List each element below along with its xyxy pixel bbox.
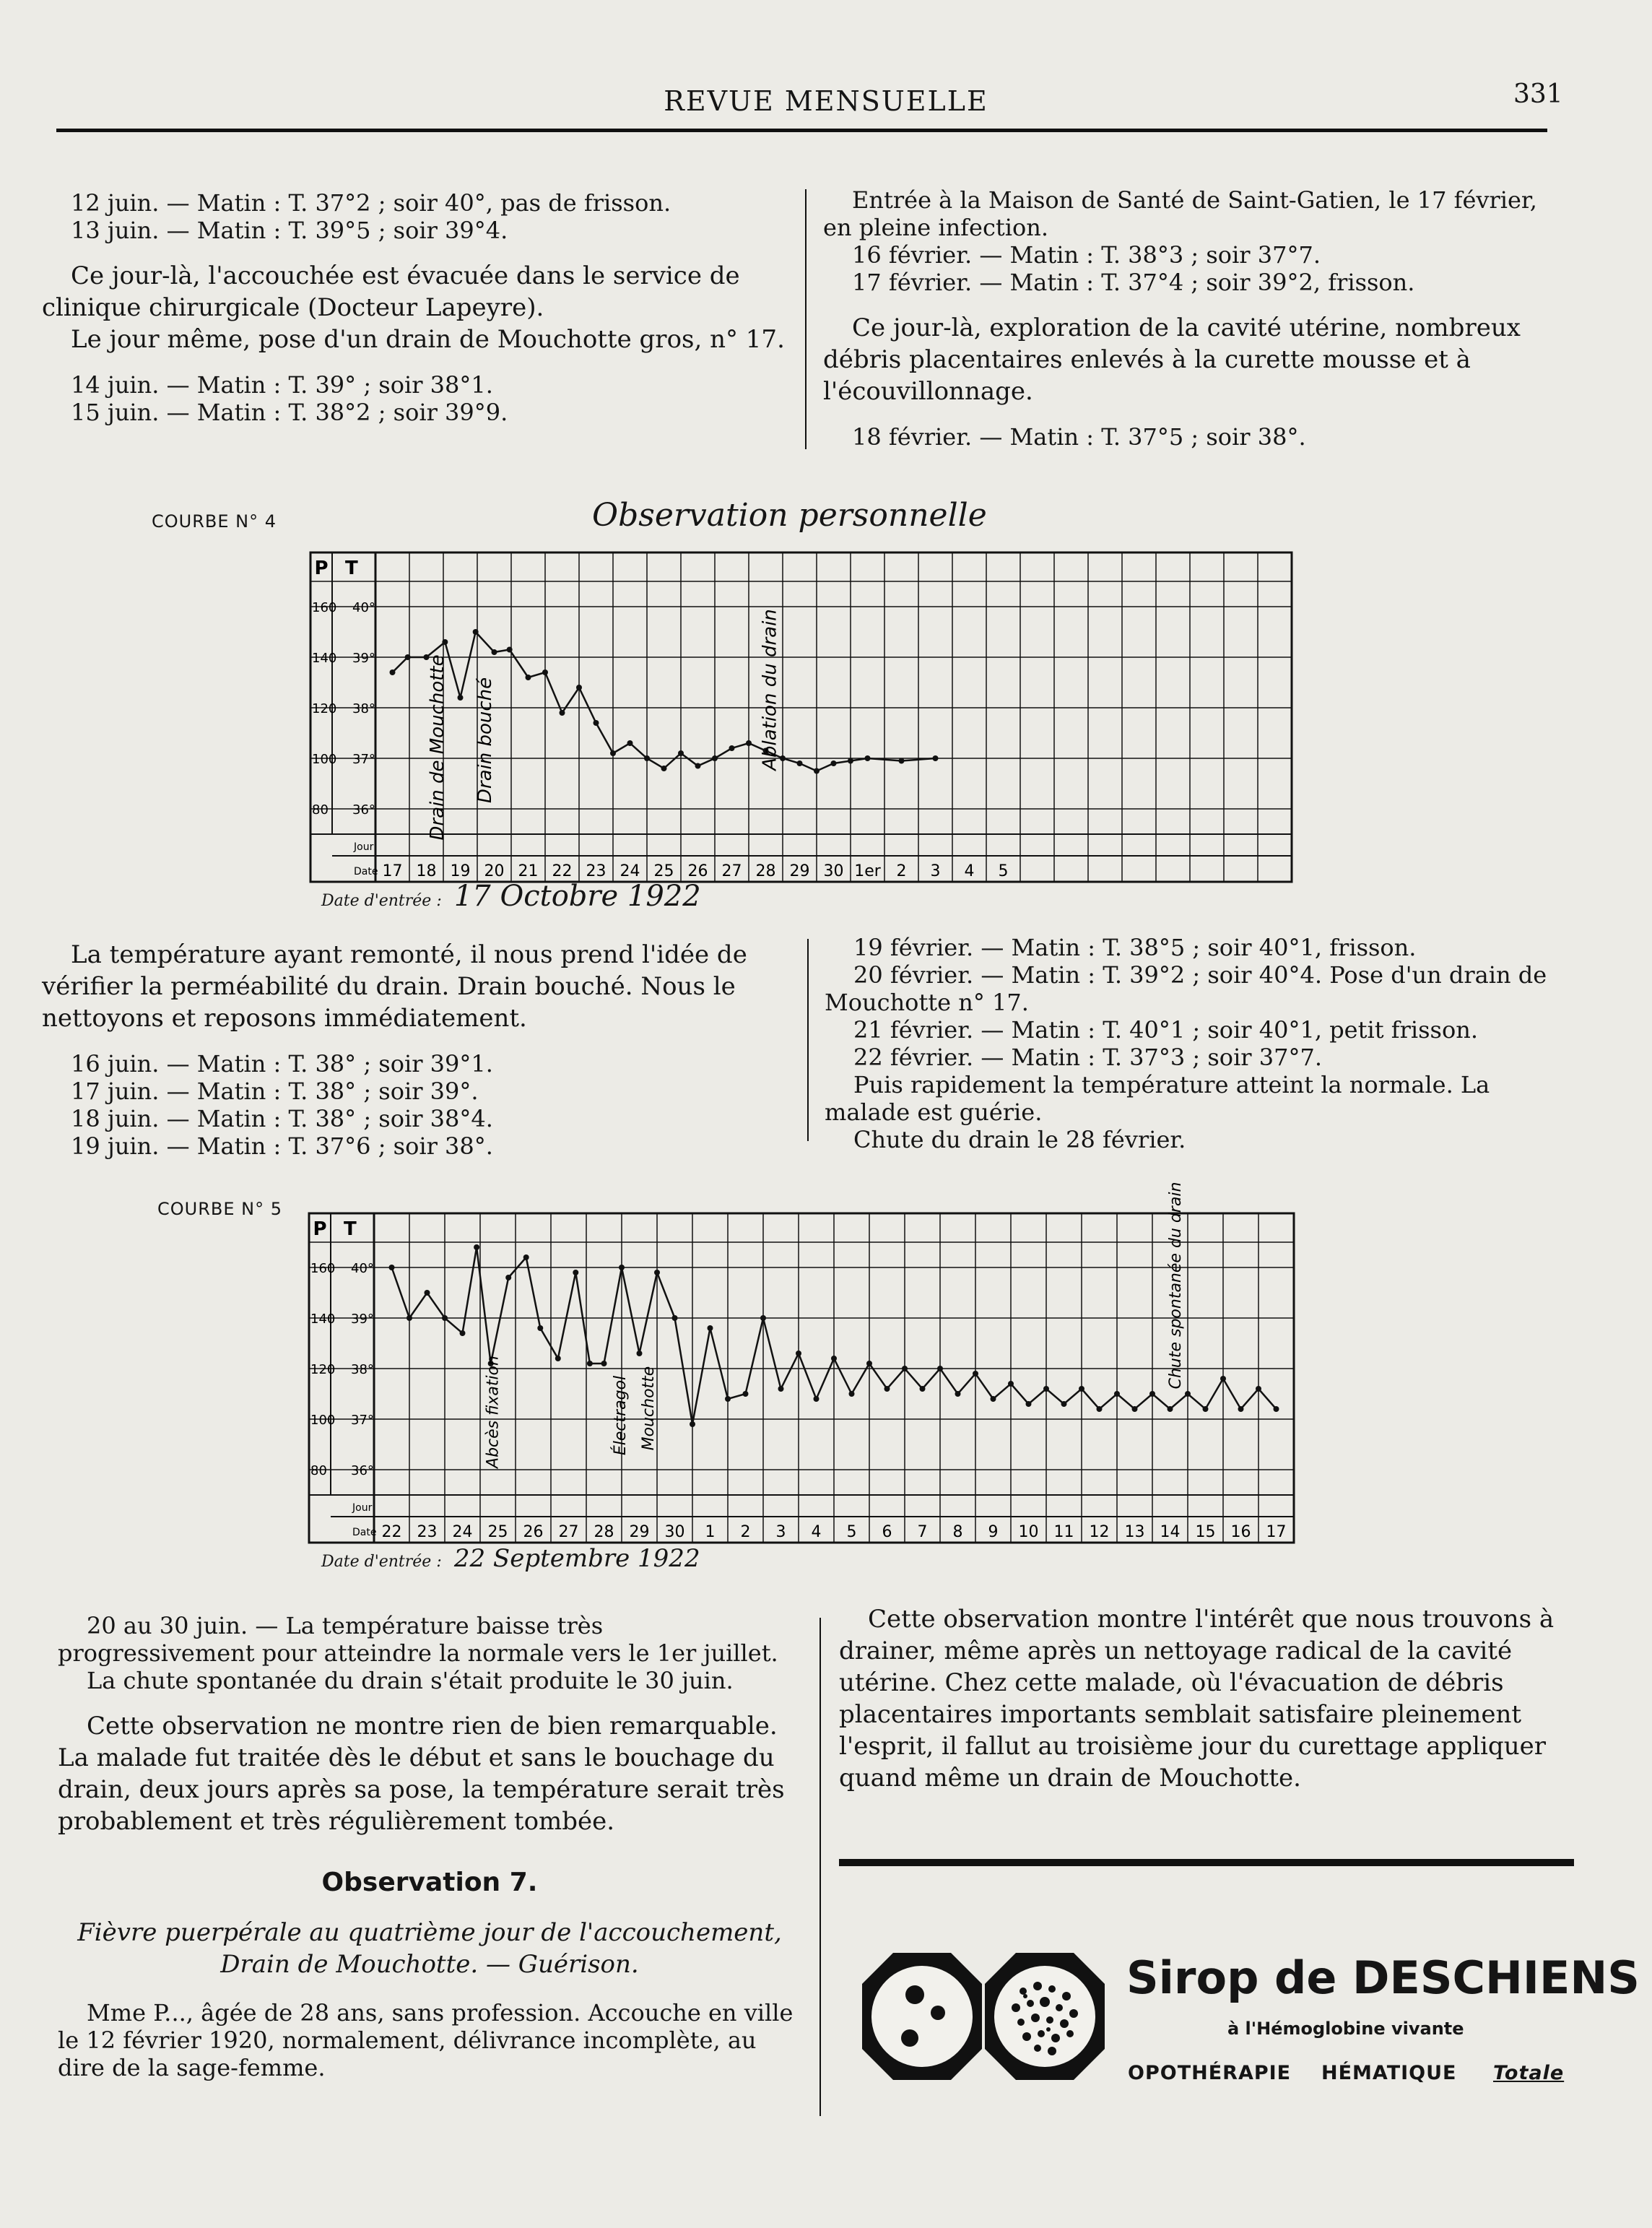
- pulse-tick-label: 140: [312, 651, 337, 666]
- temperature-point: [1274, 1406, 1279, 1412]
- temperature-point: [690, 1421, 695, 1427]
- jour-row-label: Jour: [354, 841, 374, 853]
- column-header-p: P: [314, 558, 329, 579]
- observation-text: Mme P..., âgée de 28 ans, sans profession. Accouche en ville le 12 février 1920, normalement, délivrance incomplète, au dire de la sage-femme.: [58, 1999, 794, 2081]
- chart1-entry-date: [321, 880, 701, 913]
- paragraph: 22 février. — Matin : T. 37°3 ; soir 37°7.: [853, 1044, 1323, 1071]
- ad-left-text: OPOTHÉRAPIE: [1128, 2062, 1292, 2084]
- chart-annotation: Ablation du drain: [759, 609, 781, 771]
- temperature-tick-label: 36°: [352, 802, 375, 818]
- chart-annotation: Mouchotte: [640, 1366, 658, 1451]
- temperature-point: [654, 1270, 660, 1275]
- date-tick-label: 12: [1089, 1523, 1110, 1541]
- paragraph: 13 juin. — Matin : T. 39°5 ; soir 39°4.: [71, 217, 508, 244]
- entry-date-value: 22 Septembre 1922: [453, 1544, 700, 1573]
- temperature-point: [627, 740, 633, 746]
- paragraph: Cette observation ne montre rien de bien remarquable. La malade fut traitée dès le début et sans le bouchage du drain, deux jours après sa pose, la température serait très probablement et très régulièrement tombée.: [58, 1712, 785, 1836]
- temperature-point: [1097, 1406, 1103, 1412]
- date-tick-label: 22: [381, 1523, 402, 1541]
- temperature-point: [523, 1254, 529, 1260]
- temperature-point: [743, 1391, 749, 1397]
- date-tick-label: 3: [775, 1523, 786, 1541]
- temperature-point: [725, 1396, 731, 1402]
- temperature-point: [560, 710, 565, 716]
- date-tick-label: 30: [823, 862, 844, 880]
- temperature-point: [1079, 1386, 1084, 1392]
- column-divider: [805, 189, 807, 449]
- observation-subtitle: Fièvre puerpérale au quatrième jour de l'accouchement, Drain de Mouchotte. — Guérison.: [77, 1918, 782, 1979]
- header-rule: [56, 129, 1547, 132]
- paragraph: Puis rapidement la température atteint la normale. La malade est guérie.: [825, 1071, 1490, 1126]
- paragraph: 21 février. — Matin : T. 40°1 ; soir 40°1, petit frisson.: [853, 1016, 1478, 1044]
- temperature-point: [1008, 1381, 1014, 1387]
- temperature-point: [526, 675, 531, 680]
- column-divider: [807, 939, 809, 1141]
- paragraph: 18 juin. — Matin : T. 38° ; soir 38°4.: [71, 1105, 493, 1132]
- temperature-point: [442, 1315, 448, 1321]
- ad-mid-text: HÉMATIQUE: [1321, 2062, 1457, 2084]
- date-tick-label: 28: [755, 862, 776, 880]
- temperature-point: [831, 1356, 837, 1361]
- temperature-point: [849, 1391, 855, 1397]
- paragraph: 19 février. — Matin : T. 38°5 ; soir 40°1, frisson.: [853, 934, 1417, 961]
- date-tick-label: 19: [450, 862, 471, 880]
- temperature-point: [425, 1290, 430, 1296]
- date-tick-label: 24: [452, 1523, 473, 1541]
- date-tick-label: 28: [594, 1523, 614, 1541]
- paragraph: Le jour même, pose d'un drain de Mouchotte gros, n° 17.: [71, 325, 785, 354]
- date-tick-label: 8: [952, 1523, 963, 1541]
- date-tick-label: 7: [917, 1523, 928, 1541]
- pulse-tick-label: 80: [310, 1463, 327, 1478]
- temperature-point: [594, 720, 599, 726]
- temperature-point: [1132, 1406, 1138, 1412]
- pulse-tick-label: 120: [310, 1362, 336, 1377]
- date-tick-label: 20: [484, 862, 505, 880]
- temperature-point: [899, 758, 905, 764]
- date-tick-label: 29: [629, 1523, 650, 1541]
- paragraph: 14 juin. — Matin : T. 39° ; soir 38°1.: [71, 371, 493, 399]
- temperature-tick-label: 38°: [351, 1362, 374, 1377]
- paragraph: 20 février. — Matin : T. 39°2 ; soir 40°4. Pose d'un drain de Mouchotte n° 17.: [825, 961, 1547, 1016]
- date-tick-label: 11: [1053, 1523, 1074, 1541]
- date-tick-label: 2: [896, 862, 907, 880]
- temperature-point: [576, 685, 582, 690]
- date-tick-label: 1: [705, 1523, 716, 1541]
- temperature-point: [712, 755, 718, 761]
- date-tick-label: 29: [789, 862, 810, 880]
- date-tick-label: 24: [620, 862, 640, 880]
- date-tick-label: 30: [664, 1523, 685, 1541]
- paragraph: Cette observation montre l'intérêt que nous trouvons à drainer, même après un nettoyage radical de la cavité utérine. Chez cette malade, où l'évacuation de débris placentaires importants semblait satisfaire pleinement l'esprit, il fallut au troisième jour du curettage appliquer quand même un drain de Mouchotte.: [839, 1605, 1555, 1793]
- temperature-point: [1220, 1376, 1226, 1382]
- date-tick-label: 14: [1160, 1523, 1181, 1541]
- date-tick-label: 25: [487, 1523, 508, 1541]
- temperature-point: [814, 1396, 820, 1402]
- chart-frame: [309, 1213, 1294, 1543]
- date-tick-label: 17: [382, 862, 403, 880]
- paragraph: La chute spontanée du drain s'était produite le 30 juin.: [87, 1667, 734, 1694]
- chart-annotation: Chute spontanée du drain: [1167, 1182, 1186, 1390]
- date-tick-label: 23: [417, 1523, 438, 1541]
- paragraph: 16 février. — Matin : T. 38°3 ; soir 37°7.: [852, 241, 1321, 269]
- temperature-point: [760, 1315, 766, 1321]
- paragraph: 17 février. — Matin : T. 37°4 ; soir 39°2, frisson.: [852, 269, 1415, 296]
- temperature-point: [695, 763, 701, 769]
- temperature-point: [920, 1386, 926, 1392]
- paragraph: 19 juin. — Matin : T. 37°6 ; soir 38°.: [71, 1132, 493, 1160]
- temperature-point: [848, 758, 853, 764]
- temperature-tick-label: 39°: [351, 1312, 374, 1327]
- date-row-label: Date: [354, 866, 378, 877]
- observation-title: Observation 7.: [321, 1868, 538, 1897]
- paragraph: 20 au 30 juin. — La température baisse très progressivement pour atteindre la normale vers le 1er juillet.: [58, 1612, 778, 1667]
- date-tick-label: 21: [518, 862, 539, 880]
- bottom-right-column: [839, 1603, 1575, 1794]
- temperature-tick-label: 36°: [351, 1463, 374, 1478]
- paragraph: Ce jour-là, l'accouchée est évacuée dans le service de clinique chirurgicale (Docteur Lapeyre).: [42, 261, 740, 322]
- chart-annotation: Abcès fixation: [484, 1356, 503, 1468]
- paragraph: 16 juin. — Matin : T. 38° ; soir 39°1.: [71, 1050, 493, 1078]
- paragraph: 17 juin. — Matin : T. 38° ; soir 39°.: [71, 1078, 479, 1105]
- temperature-point: [542, 669, 548, 675]
- temperature-point: [1061, 1401, 1067, 1407]
- temperature-point: [991, 1396, 996, 1402]
- temperature-point: [637, 1351, 643, 1356]
- temperature-point: [460, 1330, 466, 1336]
- temperature-point: [407, 1315, 412, 1321]
- temperature-point: [442, 639, 448, 645]
- date-tick-label: 27: [721, 862, 742, 880]
- deschiens-logo: [861, 1951, 1106, 2081]
- temperature-point: [1043, 1386, 1049, 1392]
- temperature-point: [587, 1361, 593, 1366]
- top-left-column: [42, 189, 786, 426]
- jour-row-label: Jour: [352, 1502, 373, 1514]
- temperature-point: [729, 745, 735, 751]
- date-tick-label: 4: [811, 1523, 822, 1541]
- pulse-tick-label: 80: [312, 802, 329, 818]
- entry-date-prefix: Date d'entrée :: [321, 1553, 442, 1571]
- temperature-point: [955, 1391, 961, 1397]
- temperature-tick-label: 40°: [351, 1261, 374, 1276]
- chart1-title: Observation personnelle: [592, 497, 987, 534]
- temperature-point: [1256, 1386, 1261, 1392]
- temperature-point: [1149, 1391, 1155, 1397]
- temperature-point: [796, 1351, 801, 1356]
- temperature-tick-label: 40°: [352, 600, 375, 615]
- temperature-point: [661, 766, 667, 771]
- temperature-tick-label: 39°: [352, 651, 375, 666]
- paragraph: 12 juin. — Matin : T. 37°2 ; soir 40°, pas de frisson.: [71, 189, 671, 217]
- date-tick-label: 13: [1124, 1523, 1145, 1541]
- date-row-label: Date: [352, 1527, 377, 1538]
- temperature-point: [1238, 1406, 1244, 1412]
- pulse-tick-label: 160: [310, 1261, 336, 1276]
- running-header: REVUE MENSUELLE: [664, 85, 988, 117]
- ad-title: Sirop de DESCHIENS: [1126, 1951, 1640, 2004]
- temperature-point: [537, 1325, 543, 1331]
- temperature-point: [473, 629, 479, 635]
- date-tick-label: 26: [523, 1523, 544, 1541]
- temperature-point: [601, 1361, 607, 1366]
- temperature-point: [866, 1361, 872, 1366]
- date-tick-label: 6: [882, 1523, 892, 1541]
- column-divider: [820, 1618, 821, 2116]
- temperature-tick-label: 38°: [352, 701, 375, 716]
- chart1-label: COURBE N° 4: [152, 511, 277, 532]
- date-tick-label: 5: [846, 1523, 857, 1541]
- temperature-point: [933, 755, 939, 761]
- date-tick-label: 16: [1230, 1523, 1251, 1541]
- chart1-temperature-chart: [310, 538, 1307, 880]
- temperature-point: [1203, 1406, 1209, 1412]
- date-tick-label: 10: [1018, 1523, 1039, 1541]
- temperature-point: [505, 1275, 511, 1280]
- chart2-temperature-chart: [309, 1182, 1313, 1541]
- temperature-point: [644, 755, 650, 761]
- mid-left-column: [42, 939, 789, 1160]
- temperature-point: [778, 1386, 784, 1392]
- temperature-tick-label: 37°: [351, 1413, 374, 1428]
- column-header-p: P: [313, 1218, 327, 1240]
- top-right-column: [823, 186, 1560, 451]
- date-tick-label: 4: [964, 862, 975, 880]
- date-tick-label: 26: [687, 862, 708, 880]
- temperature-point: [405, 654, 411, 660]
- date-tick-label: 27: [558, 1523, 579, 1541]
- temperature-point: [902, 1366, 908, 1371]
- date-tick-label: 2: [740, 1523, 751, 1541]
- pulse-tick-label: 100: [310, 1413, 336, 1428]
- paragraph: 15 juin. — Matin : T. 38°2 ; soir 39°9.: [71, 399, 508, 426]
- temperature-point: [610, 750, 616, 756]
- paragraph: Chute du drain le 28 février.: [853, 1126, 1186, 1153]
- temperature-point: [389, 1265, 395, 1270]
- date-tick-label: 17: [1266, 1523, 1287, 1541]
- date-tick-label: 25: [653, 862, 674, 880]
- date-tick-label: 5: [998, 862, 1009, 880]
- paragraph: Entrée à la Maison de Santé de Saint-Gatien, le 17 février, en pleine infection.: [823, 186, 1537, 241]
- temperature-point: [1026, 1401, 1032, 1407]
- date-tick-label: 15: [1195, 1523, 1216, 1541]
- pulse-tick-label: 140: [310, 1312, 336, 1327]
- date-tick-label: 22: [552, 862, 573, 880]
- entry-date-value: 17 Octobre 1922: [453, 880, 701, 913]
- ad-subtitle: à l'Hémoglobine vivante: [1227, 2019, 1464, 2039]
- pulse-tick-label: 120: [312, 701, 337, 716]
- paragraph: 18 février. — Matin : T. 37°5 ; soir 38°.: [852, 423, 1306, 451]
- temperature-point: [573, 1270, 578, 1275]
- temperature-point: [619, 1265, 625, 1270]
- ad-top-rule: [839, 1859, 1574, 1866]
- pulse-tick-label: 100: [312, 752, 337, 767]
- temperature-point: [678, 750, 684, 756]
- mid-right-column: [825, 934, 1572, 1153]
- temperature-point: [390, 669, 396, 675]
- temperature-point: [474, 1244, 479, 1250]
- chart-frame: [310, 552, 1292, 882]
- temperature-point: [865, 755, 871, 761]
- date-tick-label: 9: [988, 1523, 999, 1541]
- temperature-point: [458, 695, 464, 701]
- entry-date-prefix: Date d'entrée :: [321, 892, 442, 910]
- temperature-point: [814, 768, 820, 774]
- chart2-entry-date: [321, 1544, 700, 1573]
- temperature-tick-label: 37°: [352, 752, 375, 767]
- bottom-left-column: [58, 1612, 801, 2081]
- paragraph: La température ayant remonté, il nous prend l'idée de vérifier la perméabilité du drain. Drain bouché. Nous le nettoyons et reposons immédiatement.: [42, 940, 747, 1033]
- date-tick-label: 18: [416, 862, 437, 880]
- temperature-point: [708, 1325, 713, 1331]
- date-tick-label: 1er: [854, 862, 881, 880]
- chart-annotation: Électragol: [611, 1375, 630, 1456]
- temperature-point: [973, 1371, 978, 1377]
- temperature-point: [1185, 1391, 1191, 1397]
- date-tick-label: 3: [930, 862, 941, 880]
- chart2-label: COURBE N° 5: [157, 1199, 282, 1219]
- temperature-point: [831, 760, 837, 766]
- paragraph: Ce jour-là, exploration de la cavité utérine, nombreux débris placentaires enlevés à la curette mousse et à l'écouvillonnage.: [823, 313, 1521, 406]
- column-header-t: T: [345, 558, 358, 579]
- chart-annotation: Drain bouché: [474, 677, 496, 804]
- ad-right-text: Totale: [1493, 2062, 1565, 2084]
- temperature-point: [1168, 1406, 1173, 1412]
- temperature-point: [797, 760, 803, 766]
- temperature-point: [1114, 1391, 1120, 1397]
- date-tick-label: 23: [586, 862, 607, 880]
- temperature-point: [672, 1315, 678, 1321]
- temperature-point: [746, 740, 752, 746]
- temperature-point: [555, 1356, 561, 1361]
- temperature-point: [937, 1366, 943, 1371]
- page-number: 331: [1513, 79, 1563, 109]
- temperature-point: [507, 647, 513, 653]
- chart-annotation: Drain de Mouchotte: [427, 654, 448, 841]
- column-header-t: T: [344, 1218, 357, 1240]
- temperature-point: [492, 649, 497, 655]
- pulse-tick-label: 160: [312, 600, 337, 615]
- temperature-point: [884, 1386, 890, 1392]
